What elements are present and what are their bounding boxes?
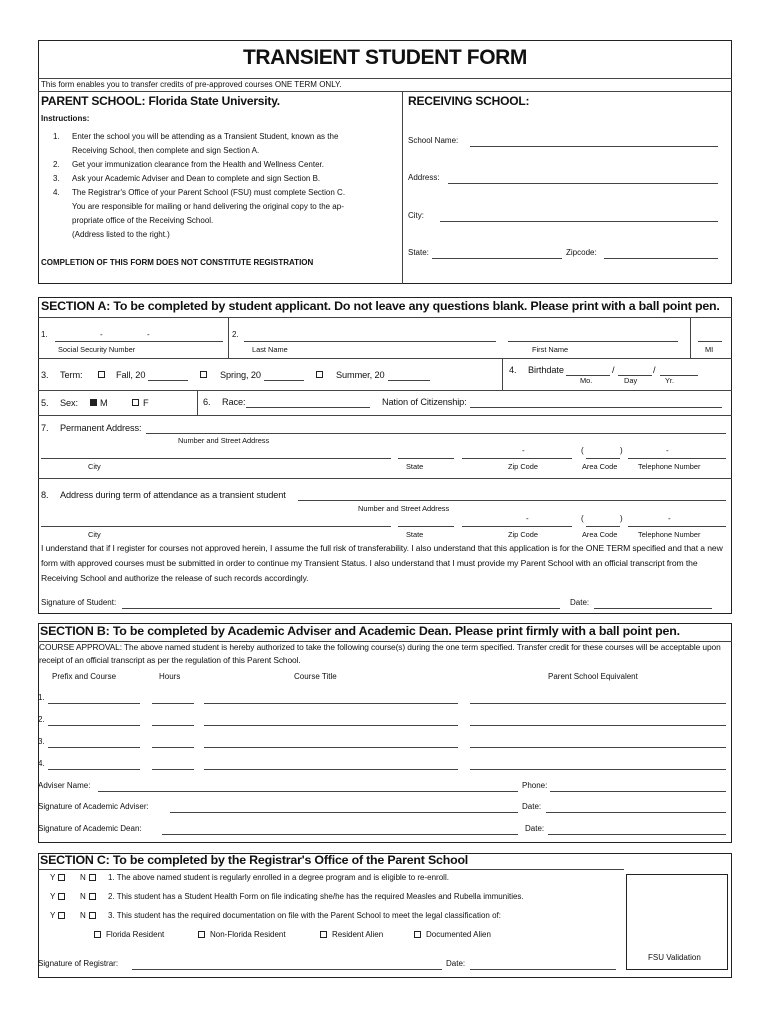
- permanent-state-field[interactable]: [398, 458, 454, 459]
- adviser-phone-field[interactable]: [550, 791, 726, 792]
- school-name-field[interactable]: [470, 146, 718, 147]
- divider: [38, 415, 732, 416]
- dean-signature-field[interactable]: [162, 834, 518, 835]
- citizenship-field[interactable]: [470, 407, 722, 408]
- receiving-school-heading: RECEIVING SCHOOL:: [408, 94, 530, 108]
- term-label: Term:: [60, 370, 83, 380]
- adviser-date-label: Date:: [522, 802, 542, 811]
- student-date-field[interactable]: [594, 608, 712, 609]
- section-c-heading: SECTION C: To be completed by the Registrar's Office of the Parent School: [40, 853, 469, 867]
- term-street-field[interactable]: [298, 500, 726, 501]
- area-paren: (: [581, 446, 584, 455]
- city-caption: City: [88, 462, 101, 471]
- state-label: State:: [408, 248, 429, 257]
- registrar-item: 1. The above named student is regularly enrolled in a degree program and is eligible to re-enroll.: [108, 873, 449, 882]
- ssn-field[interactable]: [55, 341, 223, 342]
- fsu-validation-label: FSU Validation: [648, 953, 701, 962]
- step-num: 3.: [53, 174, 60, 183]
- summer-year-field[interactable]: [388, 380, 430, 381]
- no-label: N: [80, 892, 86, 901]
- month-label: Mo.: [580, 376, 593, 385]
- permanent-phone-field[interactable]: [628, 458, 726, 459]
- registration-notice: COMPLETION OF THIS FORM DOES NOT CONSTITUTE REGISTRATION: [41, 258, 314, 267]
- yes-label: Y: [50, 892, 56, 901]
- field-number: 7.: [41, 423, 49, 433]
- field-number: 2.: [232, 330, 239, 339]
- race-label: Race:: [222, 397, 246, 407]
- field-number: 6.: [203, 397, 211, 407]
- section-b-heading: SECTION B: To be completed by Academic Adviser and Academic Dean. Please print firmly with a ball point pen.: [40, 624, 680, 638]
- form-title: TRANSIENT STUDENT FORM: [242, 46, 528, 69]
- col-hours: Hours: [159, 672, 181, 681]
- first-name-field[interactable]: [508, 341, 678, 342]
- course-title-field[interactable]: [204, 769, 458, 770]
- divider: [38, 869, 624, 870]
- no-label: N: [80, 911, 86, 920]
- birthdate-label: Birthdate: [528, 365, 564, 375]
- area-caption: Area Code: [582, 462, 618, 471]
- area-paren: ): [620, 514, 623, 523]
- fall-label: Fall, 20: [116, 370, 146, 380]
- divider: [38, 358, 732, 359]
- item2-no-checkbox[interactable]: [89, 893, 96, 900]
- day-label: Day: [624, 376, 638, 385]
- permanent-address-label: Permanent Address:: [60, 423, 142, 433]
- florida-resident-checkbox[interactable]: [94, 931, 101, 938]
- zip-caption: Zip Code: [508, 530, 538, 539]
- course-equivalent-field[interactable]: [470, 725, 726, 726]
- course-equivalent-field[interactable]: [470, 769, 726, 770]
- race-field[interactable]: [246, 407, 370, 408]
- registrar-item: 2. This student has a Student Health Form on file indicating she/he has the required Measles and Rubella immunities.: [108, 892, 524, 901]
- zipcode-label: Zipcode:: [566, 248, 597, 257]
- male-checkbox[interactable]: [90, 399, 97, 406]
- divider: [228, 317, 229, 358]
- state-field[interactable]: [432, 258, 562, 259]
- field-number: 4.: [509, 365, 517, 375]
- term-zip-field[interactable]: [462, 526, 572, 527]
- term-address-label: Address during term of attendance as a transient student: [60, 490, 286, 500]
- divider: [502, 358, 503, 390]
- documented-alien-label: Documented Alien: [426, 930, 491, 939]
- area-caption: Area Code: [582, 530, 618, 539]
- permanent-city-field[interactable]: [41, 458, 391, 459]
- resident-alien-label: Resident Alien: [332, 930, 384, 939]
- column-divider: [402, 91, 403, 284]
- col-course-title: Course Title: [294, 672, 337, 681]
- item1-yes-checkbox[interactable]: [58, 874, 65, 881]
- course-approval-text: COURSE APPROVAL: The above named student is hereby authorized to take the following course(s) during the one term specified. Transfer credit for these courses will be acceptable upon receipt of an official transcript as per the regulation of this Parent School.: [39, 642, 721, 665]
- summer-label: Summer, 20: [336, 370, 385, 380]
- term-area-field[interactable]: [586, 526, 620, 527]
- course-prefix-field[interactable]: [48, 747, 140, 748]
- resident-alien-checkbox[interactable]: [320, 931, 327, 938]
- spring-label: Spring, 20: [220, 370, 261, 380]
- non-florida-resident-label: Non-Florida Resident: [210, 930, 286, 939]
- state-caption: State: [406, 530, 424, 539]
- step-text: (Address listed to the right.): [72, 230, 170, 239]
- address-label: Address:: [408, 173, 440, 182]
- address-field[interactable]: [448, 183, 718, 184]
- divider: [38, 317, 732, 318]
- dean-signature-label: Signature of Academic Dean:: [38, 824, 142, 833]
- sex-label: Sex:: [60, 398, 78, 408]
- step-num: 4.: [53, 188, 60, 197]
- area-paren: ): [620, 446, 623, 455]
- city-label: City:: [408, 211, 424, 220]
- street-caption: Number and Street Address: [358, 504, 450, 513]
- course-row-number: 3.: [38, 737, 45, 746]
- student-date-label: Date:: [570, 598, 590, 607]
- divider: [38, 478, 732, 479]
- phone-separator: -: [668, 514, 671, 523]
- street-caption: Number and Street Address: [178, 436, 270, 445]
- step-text: The Registrar's Office of your Parent School (FSU) must complete Section C.: [72, 188, 346, 197]
- course-title-field[interactable]: [204, 747, 458, 748]
- adviser-signature-label: Signature of Academic Adviser:: [38, 802, 149, 811]
- field-number: 1.: [41, 330, 48, 339]
- permanent-zip-field[interactable]: [462, 458, 572, 459]
- step-text: propriate office of the Receiving School.: [72, 216, 214, 225]
- adviser-phone-label: Phone:: [522, 781, 548, 790]
- divider: [197, 390, 198, 415]
- spring-checkbox[interactable]: [200, 371, 207, 378]
- course-hours-field[interactable]: [152, 769, 194, 770]
- dean-date-field[interactable]: [548, 834, 726, 835]
- parent-school-heading: PARENT SCHOOL: Florida State University.: [41, 94, 280, 108]
- step-num: 2.: [53, 160, 60, 169]
- step-num: 1.: [53, 132, 60, 141]
- male-label: M: [100, 398, 108, 408]
- ssn-separator: -: [147, 330, 150, 339]
- adviser-name-field[interactable]: [98, 791, 518, 792]
- student-statement: I understand that if I register for courses not approved herein, I assume the full risk of transferability. I also understand that this application is for the ONE TERM specified and that a new form with approved courses must be submitted in order to continue my Transient Status. I also understand that I must provide my Parent School with an official transcript from the Receiving School and authorize the release of such records accordingly.: [41, 543, 723, 583]
- permanent-area-field[interactable]: [586, 458, 620, 459]
- course-prefix-field[interactable]: [48, 703, 140, 704]
- female-label: F: [143, 398, 149, 408]
- ssn-label: Social Security Number: [58, 345, 136, 354]
- first-name-label: First Name: [532, 345, 569, 354]
- step-text: Get your immunization clearance from the Health and Wellness Center.: [72, 160, 324, 169]
- term-state-field[interactable]: [398, 526, 454, 527]
- adviser-name-label: Adviser Name:: [38, 781, 91, 790]
- course-equivalent-field[interactable]: [470, 703, 726, 704]
- col-prefix: Prefix and Course: [52, 672, 117, 681]
- student-signature-field[interactable]: [122, 608, 560, 609]
- zip-separator: -: [522, 446, 525, 455]
- dean-date-label: Date:: [525, 824, 545, 833]
- course-prefix-field[interactable]: [48, 769, 140, 770]
- ssn-separator: -: [100, 330, 103, 339]
- spring-year-field[interactable]: [264, 380, 304, 381]
- item1-no-checkbox[interactable]: [89, 874, 96, 881]
- course-row-number: 1.: [38, 693, 45, 702]
- school-name-label: School Name:: [408, 136, 459, 145]
- fall-year-field[interactable]: [148, 380, 188, 381]
- yes-label: Y: [50, 911, 56, 920]
- mi-label: MI: [705, 345, 714, 354]
- zipcode-field[interactable]: [604, 258, 718, 259]
- city-field[interactable]: [440, 221, 718, 222]
- last-name-field[interactable]: [244, 341, 496, 342]
- step-text: Receiving School, then complete and sign Section A.: [72, 146, 260, 155]
- field-number: 3.: [41, 370, 49, 380]
- city-caption: City: [88, 530, 101, 539]
- course-equivalent-field[interactable]: [470, 747, 726, 748]
- field-number: 8.: [41, 490, 49, 500]
- phone-separator: -: [666, 446, 669, 455]
- section-a-heading: SECTION A: To be completed by student applicant. Do not leave any questions blank. Please print with a ball point pen.: [41, 299, 720, 313]
- course-title-field[interactable]: [204, 703, 458, 704]
- course-hours-field[interactable]: [152, 703, 194, 704]
- mi-field[interactable]: [698, 341, 722, 342]
- documented-alien-checkbox[interactable]: [414, 931, 421, 938]
- female-checkbox[interactable]: [132, 399, 139, 406]
- col-equivalent: Parent School Equivalent: [548, 672, 638, 681]
- divider: [38, 78, 732, 79]
- state-caption: State: [406, 462, 424, 471]
- item3-no-checkbox[interactable]: [89, 912, 96, 919]
- registrar-item: 3. This student has the required documentation on file with the Parent School to meet the legal classification of:: [108, 911, 501, 920]
- divider: [38, 390, 732, 391]
- divider: [690, 317, 691, 358]
- adviser-signature-field[interactable]: [170, 812, 518, 813]
- step-text: You are responsible for mailing or hand delivering the original copy to the ap-: [72, 202, 344, 211]
- step-text: Ask your Academic Adviser and Dean to complete and sign Section B.: [72, 174, 321, 183]
- phone-caption: Telephone Number: [638, 462, 701, 471]
- permanent-street-field[interactable]: [146, 433, 726, 434]
- florida-resident-label: Florida Resident: [106, 930, 165, 939]
- no-label: N: [80, 873, 86, 882]
- date-separator: /: [653, 365, 656, 375]
- yes-label: Y: [50, 873, 56, 882]
- item2-yes-checkbox[interactable]: [58, 893, 65, 900]
- summer-checkbox[interactable]: [316, 371, 323, 378]
- registrar-signature-label: Signature of Registrar:: [38, 959, 119, 968]
- term-city-field[interactable]: [41, 526, 391, 527]
- date-separator: /: [612, 365, 615, 375]
- course-prefix-field[interactable]: [48, 725, 140, 726]
- zip-caption: Zip Code: [508, 462, 538, 471]
- course-hours-field[interactable]: [152, 725, 194, 726]
- course-hours-field[interactable]: [152, 747, 194, 748]
- course-row-number: 2.: [38, 715, 45, 724]
- instructions-label: Instructions:: [41, 114, 90, 123]
- phone-caption: Telephone Number: [638, 530, 701, 539]
- divider: [38, 91, 732, 92]
- fall-checkbox[interactable]: [98, 371, 105, 378]
- field-number: 5.: [41, 398, 49, 408]
- course-row-number: 4.: [38, 759, 45, 768]
- term-phone-field[interactable]: [628, 526, 726, 527]
- registrar-signature-field[interactable]: [132, 969, 442, 970]
- course-title-field[interactable]: [204, 725, 458, 726]
- intro-text: This form enables you to transfer credits of pre-approved courses ONE TERM ONLY.: [41, 80, 342, 89]
- step-text: Enter the school you will be attending as a Transient Student, known as the: [72, 132, 339, 141]
- non-florida-resident-checkbox[interactable]: [198, 931, 205, 938]
- adviser-date-field[interactable]: [546, 812, 726, 813]
- registrar-date-field[interactable]: [470, 969, 616, 970]
- student-signature-label: Signature of Student:: [41, 598, 117, 607]
- registrar-date-label: Date:: [446, 959, 466, 968]
- last-name-label: Last Name: [252, 345, 288, 354]
- item3-yes-checkbox[interactable]: [58, 912, 65, 919]
- citizenship-label: Nation of Citizenship:: [382, 397, 467, 407]
- area-paren: (: [581, 514, 584, 523]
- zip-separator: -: [526, 514, 529, 523]
- year-label: Yr.: [665, 376, 675, 385]
